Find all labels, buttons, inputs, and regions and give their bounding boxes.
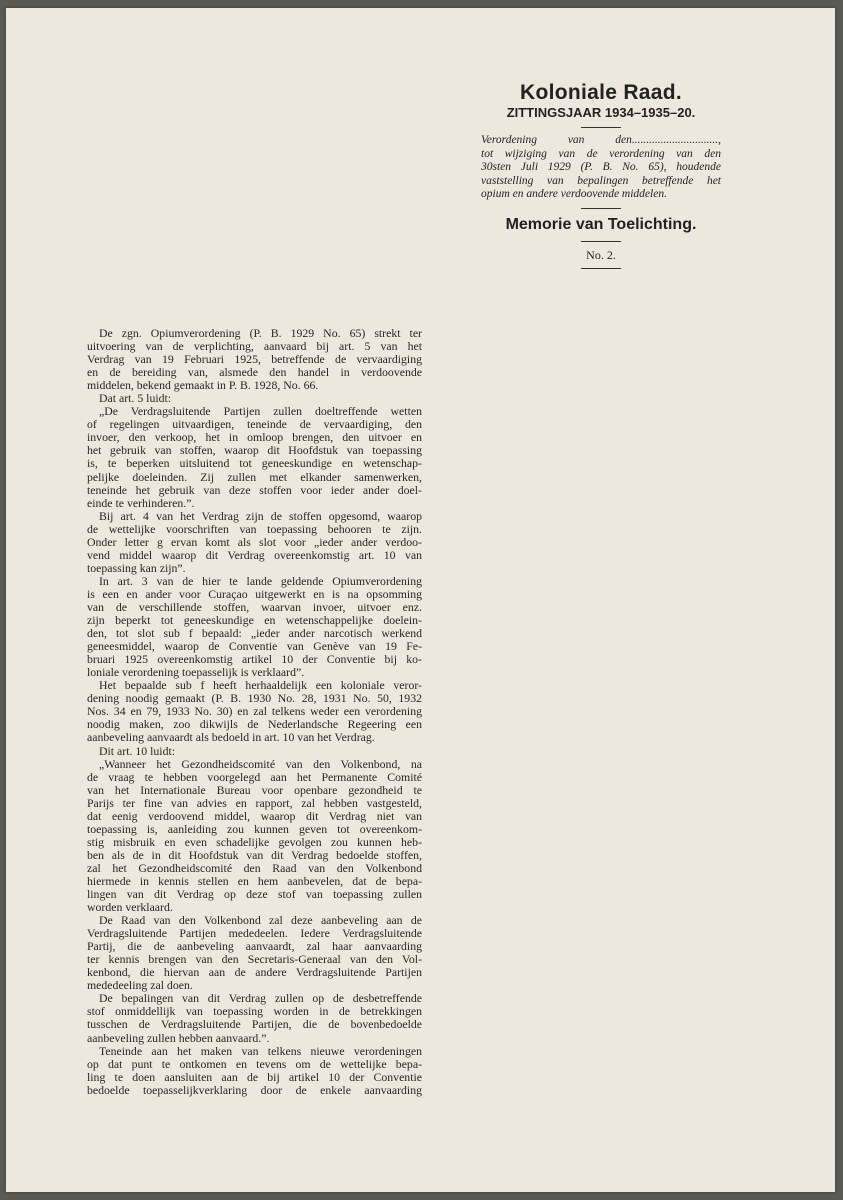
text-line: Teneinde aan het maken van telkens nieuwe verordeningen	[99, 1044, 422, 1058]
text-line: aanbeveling zullen hebben aanvaard.”.	[87, 1031, 270, 1045]
text-line: de wettelijke voorschriften van toepassing behooren te zijn.	[87, 522, 422, 536]
text-line: uitvoering van de verplichting, aanvaard bij art. 5 van het	[87, 340, 422, 354]
text-line: kenbond, die hiervan aan de andere Verdragsluitende Partijen	[87, 966, 422, 980]
decree-description	[481, 134, 721, 202]
divider	[581, 127, 621, 128]
text-line: en de bereiding van, alsmede den handel in verdoovende	[87, 366, 422, 380]
text-line: stig misbruik en even schadelijke gevolgen zou kunnen heb-	[87, 835, 422, 849]
text-line: De Raad van den Volkenbond zal deze aanbeveling aan de	[99, 914, 422, 928]
text-line: van het Internationale Bureau voor openbare gezondheid te	[87, 783, 422, 797]
text-line: dat eenig verdoovend middel, waarop dit Verdrag niet van	[87, 809, 422, 823]
text-line: of regelingen uitvaardigen, teneinde de vervaardiging, den	[87, 418, 422, 432]
decree-line: tot wijziging van de verordening van den	[481, 147, 721, 160]
text-line: „Wanneer het Gezondheidscomité van den Volkenbond, na	[99, 757, 422, 771]
document-page	[6, 8, 835, 1192]
text-line: hiermede in kennis stellen en hem aanbevelen, dat de bepa-	[87, 874, 422, 888]
text-line: Het bepaalde sub f heeft herhaaldelijk een koloniale veror-	[99, 679, 422, 693]
text-line: geneesmiddel, waarop de Conventie van Genève van 19 Fe-	[87, 640, 422, 654]
text-line: Onder letter g ervan komt als slot voor „ieder ander verdoo-	[87, 535, 422, 549]
text-line: „De Verdragsluitende Partijen zullen doeltreffende wetten	[99, 405, 422, 419]
text-line: zal het Gezondheidscomité den Raad van den Volkenbond	[87, 861, 422, 875]
text-line: Partij, die de aanbeveling aanvaardt, zal haar aanvaarding	[87, 940, 422, 954]
decree-line: opium en andere verdoovende middelen.	[481, 188, 667, 200]
memo-title: Memorie van Toelichting.	[505, 215, 697, 233]
text-line: op dat punt te ontkomen en tevens om de wettelijke bepa-	[87, 1057, 422, 1071]
text-line: dening noodig gemaakt (P. B. 1930 No. 28, 1931 No. 50, 1932	[87, 692, 422, 706]
text-line: aanbeveling aanvaardt als bedoeld in art. 10 van het Verdrag.	[87, 731, 375, 745]
text-line: einde te verhinderen.”.	[87, 496, 195, 510]
text-line: De zgn. Opiumverordening (P. B. 1929 No. 65) strekt ter	[99, 327, 422, 340]
text-line: Verdragsluitende Partijen mededeelen. Iedere Verdragsluitende	[87, 927, 422, 941]
text-line: tusschen de Verdragsluitende Partijen, die de bovenbedoelde	[87, 1018, 422, 1032]
text-line: mededeeling zal doen.	[87, 979, 193, 993]
text-line: de vraag te hebben voorgelegd aan het Permanente Comité	[87, 770, 422, 784]
text-line: Dat art. 5 luidt:	[99, 392, 172, 406]
text-line: invoer, den verkoop, het in omloop brengen, den uitvoer en	[87, 431, 422, 445]
text-line: pelijke doeleinden. Zij zullen met elkander samenwerken,	[87, 470, 422, 484]
text-line: Dit art. 10 luidt:	[99, 744, 176, 758]
text-line: lingen van dit Verdrag op deze stof van toepassing zullen	[87, 888, 422, 902]
council-title: Koloniale Raad.	[519, 81, 683, 104]
text-line: Bij art. 4 van het Verdrag zijn de stoffen opgesomd, waarop	[99, 509, 422, 523]
decree-line: 30sten Juli 1929 (P. B. No. 65), houdende	[481, 161, 721, 173]
text-line: ben als de in dit Hoofdstuk van dit Verdrag bedoelde stoffen,	[87, 848, 422, 862]
text-line: bruari 1925 overeenkomstig artikel 10 der Conventie bij ko-	[87, 653, 422, 667]
text-line: zijn beperkt tot geneeskundige en wetenschappelijke doelein-	[87, 614, 422, 628]
text-line: Parijs ter fine van advies en rapport, zal hebben vastgesteld,	[87, 796, 422, 810]
text-line: vend middel waarop dit Verdrag overeenkomstig art. 10 van	[87, 548, 422, 562]
text-line: Nos. 34 en 79, 1933 No. 30) en zal telkens weder een verordening	[87, 705, 422, 719]
text-line: loniale verordening toepasselijk is verklaard”.	[87, 666, 305, 680]
text-line: toepassing kan zijn”.	[87, 561, 186, 575]
text-line: ter kennis brengen van den Secretaris-Generaal van den Vol-	[87, 953, 422, 967]
divider	[581, 208, 621, 209]
decree-line: vaststelling van bepalingen betreffende het	[481, 174, 721, 187]
text-line: het gebruik van stoffen, waarop dit Hoofdstuk van toepassing	[87, 444, 422, 458]
text-line: ling te doen aansluiten aan de bij artikel 10 der Conventie	[87, 1070, 422, 1084]
divider	[581, 241, 621, 242]
text-line: is, te beperken uitsluitend tot geneeskundige en wetenschap-	[87, 457, 422, 471]
divider	[581, 268, 621, 269]
text-line: Verdrag van 19 Februari 1925, betreffende de vervaardiging	[87, 353, 422, 367]
text-line: De bepalingen van dit Verdrag zullen op de desbetreffende	[99, 992, 422, 1006]
document-header	[476, 81, 726, 275]
session-year: ZITTINGSJAAR 1934–1935–20.	[506, 105, 696, 120]
text-line: noodig maken, zoo dikwijls de Nederlandsche Regeering een	[87, 718, 422, 732]
body-text	[87, 327, 422, 1097]
text-line: teneinde het gebruik van deze stoffen voor ieder ander doel-	[87, 483, 422, 497]
document-number: No. 2.	[586, 247, 616, 262]
text-line: toepassing is, aanleiding zou kunnen geven tot overeenkom-	[87, 822, 422, 836]
text-line: stof onmiddellijk van toepassing worden in de betrekkingen	[87, 1005, 422, 1019]
text-line: is een en ander voor Curaçao uitgewerkt en is na opsomming	[87, 587, 422, 601]
text-line: van de verschillende stoffen, waarvan invoer, uitvoer enz.	[87, 600, 422, 614]
text-line: worden verklaard.	[87, 901, 173, 915]
text-line: bedoelde toepasselijkverklaring door de enkele aanvaarding	[87, 1083, 422, 1097]
decree-line: Verordening van den..............................,	[481, 134, 721, 146]
text-line: middelen, bekend gemaakt in P. B. 1928, No. 66.	[87, 379, 319, 393]
text-line: den, tot slot sub f bepaald: „ieder ander narcotisch werkend	[87, 627, 422, 641]
text-line: In art. 3 van de hier te lande geldende Opiumverordening	[99, 574, 422, 588]
